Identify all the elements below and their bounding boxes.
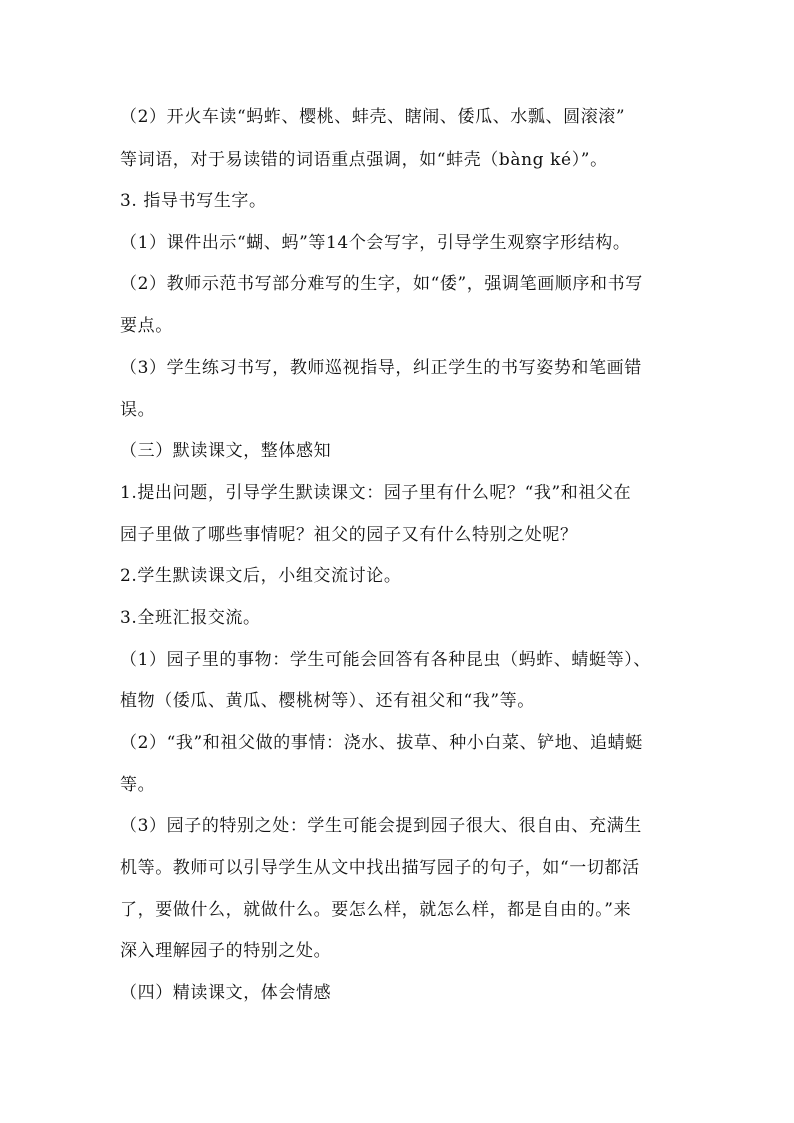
paragraph-line: （1）园子里的事物：学生可能会回答有各种昆虫（蚂蚱、蜻蜓等）、 xyxy=(120,650,651,670)
section-heading: （三）默读课文，整体感知 xyxy=(120,441,332,461)
paragraph-line: 1.提出问题，引导学生默读课文：园子里有什么呢？“我”和祖父在 xyxy=(120,483,632,503)
paragraph-line: 机等。教师可以引导学生从文中找出描写园子的句子，如“一切都活 xyxy=(120,858,640,878)
paragraph-line: 要点。 xyxy=(120,316,173,336)
paragraph-line: （2）开火车读“蚂蚱、樱桃、蚌壳、瞎闹、倭瓜、水瓢、圆滚滚” xyxy=(120,107,626,127)
paragraph-line: （3）园子的特别之处：学生可能会提到园子很大、很自由、充满生 xyxy=(120,816,642,836)
paragraph-line: （3）学生练习书写，教师巡视指导，纠正学生的书写姿势和笔画错 xyxy=(120,358,642,378)
paragraph-line: 等。 xyxy=(120,775,156,795)
paragraph-line: 园子里做了哪些事情呢？祖父的园子又有什么特别之处呢？ xyxy=(120,525,578,545)
paragraph-line: 2.学生默读课文后，小组交流讨论。 xyxy=(120,566,402,586)
paragraph-line: 植物（倭瓜、黄瓜、樱桃树等）、还有祖父和“我”等。 xyxy=(120,691,535,711)
paragraph-line: 3.全班汇报交流。 xyxy=(120,608,261,628)
paragraph-line: （1）课件出示“蝴、蚂”等14个会写字，引导学生观察字形结构。 xyxy=(120,233,631,253)
paragraph-line: 深入理解园子的特别之处。 xyxy=(120,941,332,961)
section-heading: （四）精读课文，体会情感 xyxy=(120,983,332,1003)
paragraph-line: （2）“我”和祖父做的事情：浇水、拔草、种小白菜、铲地、追蜻蜓 xyxy=(120,733,643,753)
section-heading: 3. 指导书写生字。 xyxy=(120,191,267,211)
paragraph-line: 等词语，对于易读错的词语重点强调，如“蚌壳（bàng ké）”。 xyxy=(120,150,608,170)
paragraph-line: 了，要做什么，就做什么。要怎么样，就怎么样，都是自由的。”来 xyxy=(120,900,632,920)
paragraph-line: （2）教师示范书写部分难写的生字，如“倭”，强调笔画顺序和书写 xyxy=(120,274,643,294)
paragraph-line: 误。 xyxy=(120,400,156,420)
